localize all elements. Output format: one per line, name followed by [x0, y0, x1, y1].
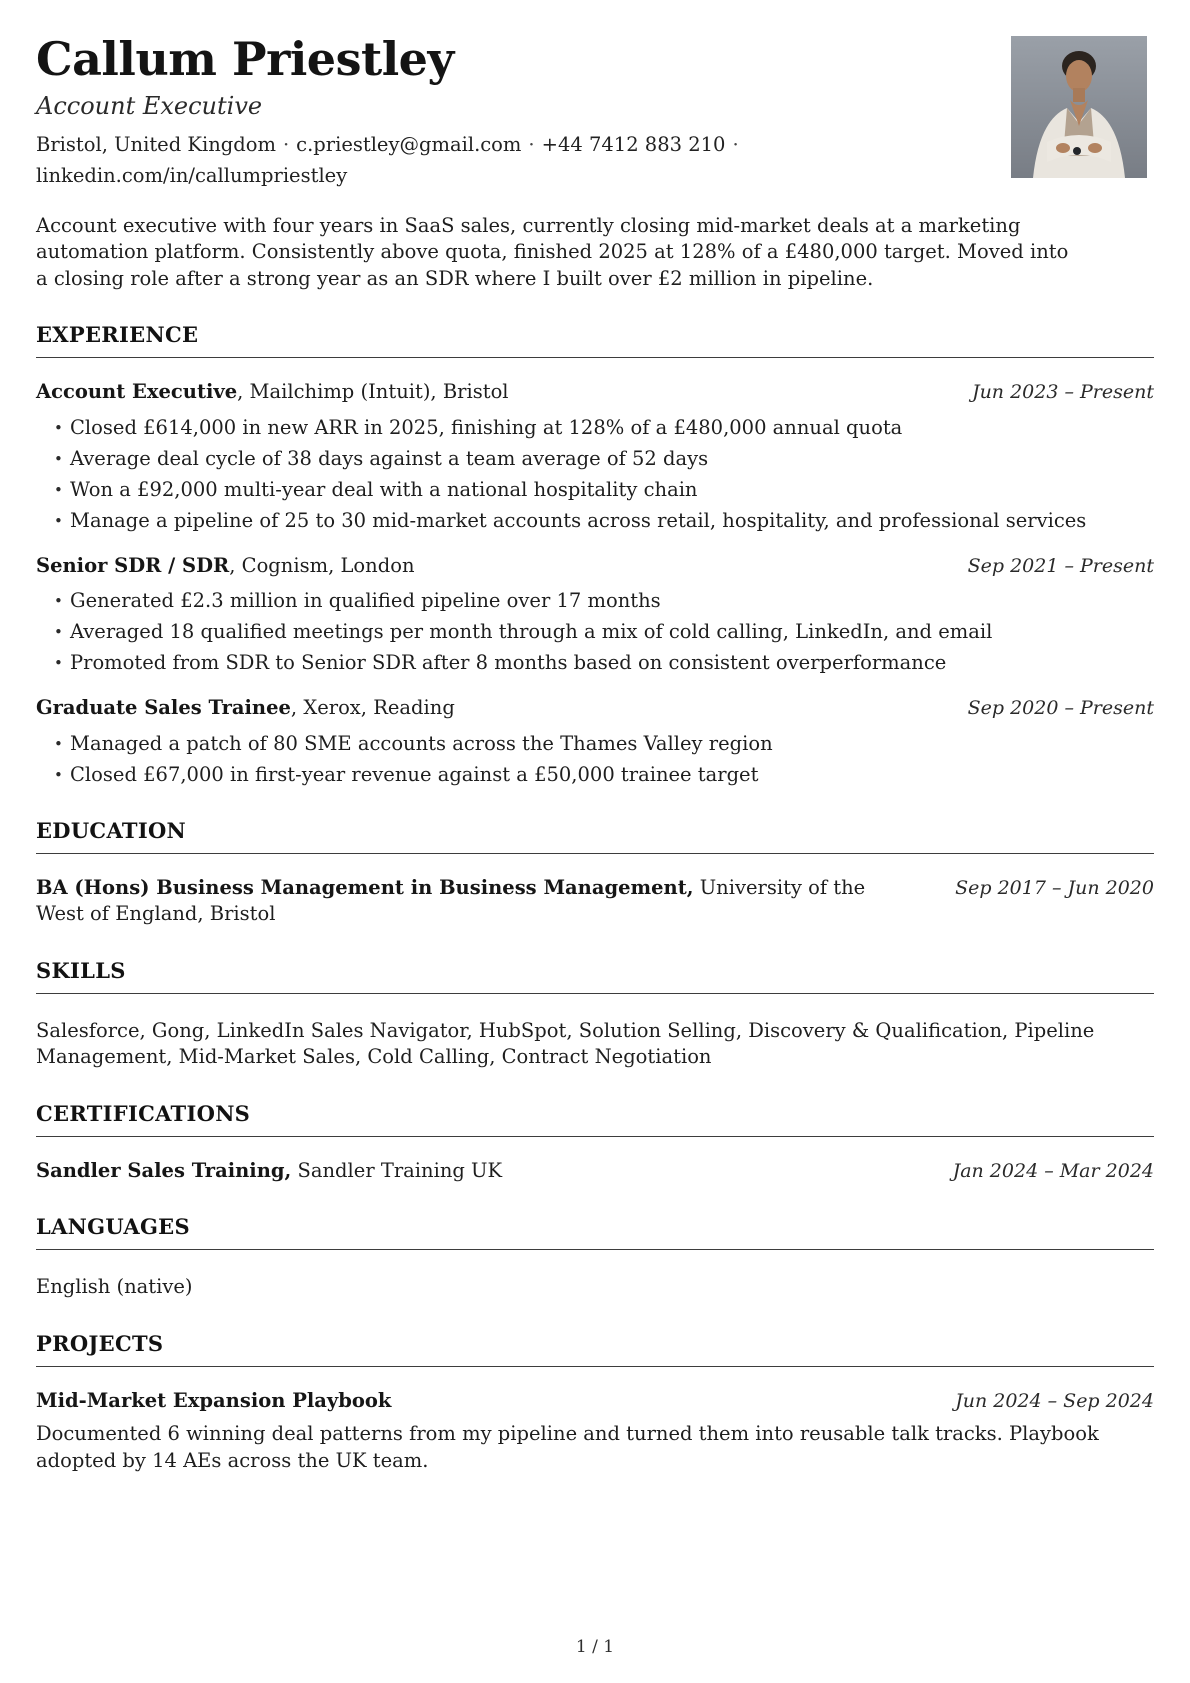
section-heading-projects: PROJECTS — [36, 1331, 1154, 1367]
skills-list: Salesforce, Gong, LinkedIn Sales Navigator, HubSpot, Solution Selling, Discovery & Qualification, Pipeline Management, Mid-Market Sales, Cold Calling, Contract Negotiation — [36, 1018, 1095, 1069]
certifications-section — [36, 1101, 1154, 1185]
candidate-name: Callum Priestley — [36, 32, 454, 86]
resume-header — [36, 34, 1154, 191]
bullet-item: • Average deal cycle of 38 days against a team average of 52 days — [54, 446, 1154, 472]
contact-email: c.priestley@gmail.com — [296, 132, 522, 156]
bullet-item: • Generated £2.3 million in qualified pipeline over 17 months — [54, 588, 1154, 614]
certification-name: Sandler Sales Training, — [36, 1158, 292, 1182]
entry-head — [36, 553, 1154, 580]
section-heading-experience: EXPERIENCE — [36, 322, 1154, 358]
separator-dot: · — [528, 132, 535, 156]
section-heading-education: EDUCATION — [36, 818, 1154, 854]
entry-title — [36, 695, 940, 722]
job-role: Senior SDR / SDR — [36, 553, 230, 577]
bullet-item: • Closed £67,000 in first-year revenue against a £50,000 trainee target — [54, 762, 1154, 788]
bullet-item: • Promoted from SDR to Senior SDR after 8 months based on consistent overperformance — [54, 650, 1154, 676]
contact-line-1 — [36, 129, 1154, 160]
entry-dates: Jan 2024 – Mar 2024 — [952, 1159, 1154, 1182]
summary-paragraph: Account executive with four years in SaaS sales, currently closing mid-market deals at a marketing automation platform. Consistently above quota, finished 2025 at 128% of a £480,000 target. Moved into a closing role after a strong year as an SDR where I built over £2 million in pipeline. — [36, 213, 1069, 290]
entry-title — [36, 875, 896, 928]
contact-phone: +44 7412 883 210 — [541, 132, 726, 156]
bullet-item: • Won a £92,000 multi-year deal with a national hospitality chain — [54, 477, 1154, 503]
section-heading-skills: SKILLS — [36, 958, 1154, 994]
languages-list: English (native) — [36, 1275, 193, 1299]
experience-entry-2 — [36, 553, 1154, 677]
project-description: Documented 6 winning deal patterns from my pipeline and turned them into reusable talk tracks. Playbook adopted by 14 AEs across the UK team. — [36, 1422, 1099, 1472]
section-heading-certifications: CERTIFICATIONS — [36, 1101, 1154, 1137]
education-entry — [36, 875, 1154, 928]
school-name: University of the West of England, Bristol — [36, 875, 866, 926]
separator-dot: · — [732, 132, 739, 156]
entry-dates: Sep 2020 – Present — [967, 697, 1154, 720]
experience-section — [36, 322, 1154, 788]
entry-head — [36, 1158, 1154, 1185]
separator-dot: · — [282, 132, 290, 156]
profile-photo — [1011, 36, 1147, 178]
entry-dates: Jun 2023 – Present — [971, 381, 1154, 404]
job-company-location: , Xerox, Reading — [290, 696, 455, 720]
entry-title — [36, 1158, 925, 1185]
skills-section — [36, 958, 1154, 1071]
languages-section — [36, 1214, 1154, 1301]
education-section — [36, 818, 1154, 928]
entry-dates: Sep 2021 – Present — [967, 554, 1154, 577]
job-role: Graduate Sales Trainee — [36, 696, 291, 720]
contact-linkedin: linkedin.com/in/callumpriestley — [36, 163, 348, 187]
entry-title — [36, 379, 944, 406]
job-company-location: , Mailchimp (Intuit), Bristol — [237, 380, 509, 404]
project-entry — [36, 1388, 1154, 1475]
projects-section — [36, 1331, 1154, 1475]
experience-entry-3 — [36, 695, 1154, 788]
experience-entry-1 — [36, 379, 1154, 534]
entry-title — [36, 553, 940, 580]
bullet-list — [36, 731, 1154, 788]
bullet-item: • Manage a pipeline of 25 to 30 mid-market accounts across retail, hospitality, and professional services — [54, 508, 1154, 534]
certification-issuer: Sandler Training UK — [291, 1158, 503, 1182]
entry-dates: Sep 2017 – Jun 2020 — [955, 876, 1154, 899]
bullet-list — [36, 588, 1154, 676]
bullet-item: • Managed a patch of 80 SME accounts across the Thames Valley region — [54, 731, 1154, 757]
project-name: Mid-Market Expansion Playbook — [36, 1388, 392, 1412]
section-heading-languages: LANGUAGES — [36, 1214, 1154, 1250]
certification-entry — [36, 1158, 1154, 1185]
entry-head — [36, 695, 1154, 722]
entry-title — [36, 1388, 927, 1415]
job-company-location: , Cognism, London — [229, 553, 415, 577]
entry-head — [36, 875, 1154, 928]
entry-head — [36, 379, 1154, 406]
contact-info — [36, 129, 1154, 191]
candidate-title: Account Executive — [36, 91, 263, 120]
bullet-item: • Averaged 18 qualified meetings per month through a mix of cold calling, LinkedIn, and email — [54, 619, 1154, 645]
contact-line-2 — [36, 160, 1154, 191]
entry-head — [36, 1388, 1154, 1415]
entry-dates: Jun 2024 – Sep 2024 — [955, 1389, 1154, 1412]
profile-photo-image — [1011, 36, 1147, 178]
degree-name: BA (Hons) Business Management in Business Management, — [36, 875, 694, 899]
bullet-list — [36, 415, 1154, 534]
contact-location: Bristol, United Kingdom — [36, 132, 276, 156]
job-role: Account Executive — [36, 380, 238, 404]
page-indicator: 1 / 1 — [575, 1637, 615, 1657]
bullet-item: • Closed £614,000 in new ARR in 2025, finishing at 128% of a £480,000 annual quota — [54, 415, 1154, 441]
